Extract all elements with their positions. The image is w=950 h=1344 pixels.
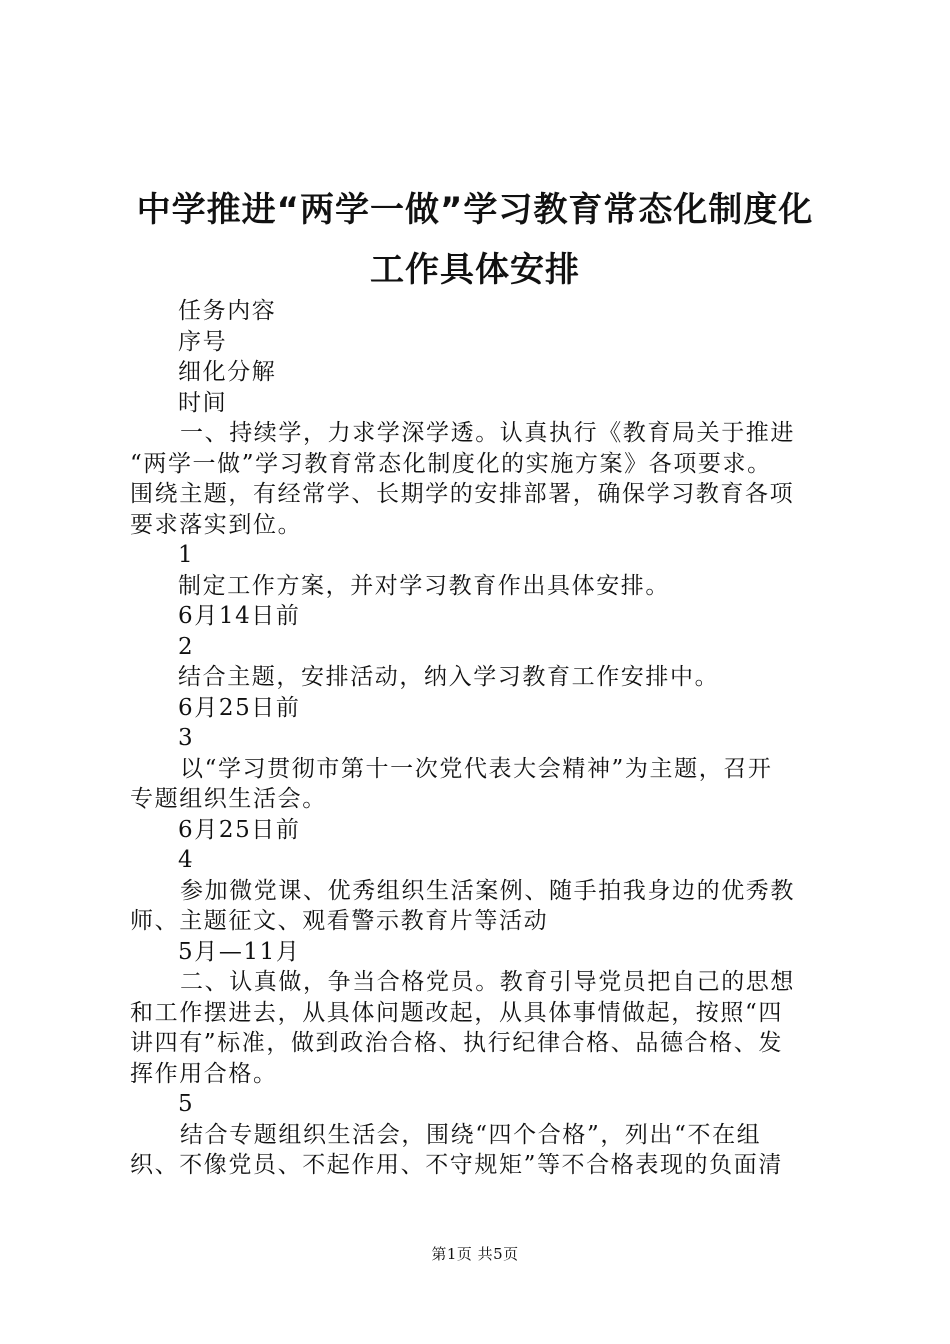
- text-line: 一、持续学，力求学深学透。认真执行《教育局关于推进: [180, 420, 795, 446]
- page-footer: 第1页 共5页: [431, 1245, 519, 1263]
- text-line: 6月25日前: [178, 694, 301, 721]
- document-body: [130, 296, 830, 1181]
- text-line: 师、主题征文、观看警示教育片等活动: [130, 908, 549, 934]
- text-line: 任务内容: [178, 298, 277, 324]
- text-line: 参加微党课、优秀组织生活案例、随手拍我身边的优秀教: [180, 877, 795, 904]
- text-line: 挥作用合格。: [130, 1060, 278, 1087]
- text-line: 织、不像党员、不起作用、不守规矩”等不合格表现的负面清: [130, 1152, 783, 1178]
- text-line: 时间: [178, 389, 228, 416]
- text-line: 4: [178, 847, 195, 873]
- text-line: 专题组织生活会。: [130, 786, 327, 812]
- text-line: 5: [178, 1091, 195, 1117]
- text-line: 6月25日前: [178, 816, 301, 843]
- document-title-line-1: 中学推进“两学一做”学习教育常态化制度化: [136, 190, 814, 230]
- text-line: 5月—11月: [178, 938, 301, 965]
- text-line: 和工作摆进去，从具体问题改起，从具体事情做起，按照“四: [130, 999, 783, 1026]
- text-line: 以“学习贯彻市第十一次党代表大会精神”为主题，召开: [180, 755, 773, 782]
- text-line: 3: [178, 725, 195, 751]
- text-line: 2: [178, 633, 195, 660]
- text-line: 讲四有”标准，做到政治合格、执行纪律合格、品德合格、发: [130, 1030, 783, 1056]
- text-line: 结合主题，安排活动，纳入学习教育工作安排中。: [178, 664, 720, 690]
- text-line: 6月14日前: [178, 603, 301, 629]
- text-line: 围绕主题，有经常学、长期学的安排部署，确保学习教育各项: [130, 481, 795, 507]
- text-line: 二、认真做，争当合格党员。教育引导党员把自己的思想: [180, 969, 795, 995]
- text-line: 结合专题组织生活会，围绕“四个合格”，列出“不在组: [180, 1121, 762, 1148]
- text-line: 序号: [178, 328, 228, 355]
- text-line: 细化分解: [178, 359, 277, 385]
- text-line: 制定工作方案，并对学习教育作出具体安排。: [178, 572, 670, 599]
- text-line: 要求落实到位。: [130, 511, 303, 538]
- text-line: “两学一做”学习教育常态化制度化的实施方案》各项要求。: [130, 450, 772, 477]
- text-line: 1: [178, 542, 195, 568]
- document-title-line-2: 工作具体安排: [370, 250, 580, 290]
